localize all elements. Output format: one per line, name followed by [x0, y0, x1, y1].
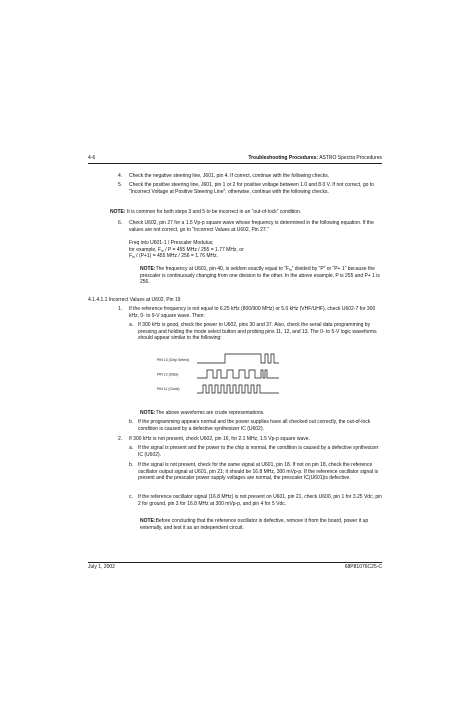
logic-waveform-diagram [155, 350, 285, 400]
item-1a-text: If 300 kHz is good, check the power to U602, pins 30 and 37. Also, check the serial data programming by pressing and holding the mode select button and probing pins 11, 12, and 13. The 0- to 5-V logic waveforms should appear similar to the following: [138, 322, 377, 342]
header-rule [88, 163, 382, 164]
note-1-label: NOTE: [110, 209, 126, 215]
chip-select-waveform [197, 354, 279, 363]
item-1a-letter: a. [129, 322, 134, 328]
footer-doc-number: 68P81076C25-C [344, 564, 382, 570]
step-4-number: 4. [118, 173, 123, 179]
section-heading: 4.1.4.1.1 Incorrect Values at U602, Pin 19 [88, 297, 181, 303]
formula-line-1: Freq into U601-1 / Prescaler Modulus; [129, 240, 214, 246]
step-6-number: 6. [118, 220, 123, 226]
pin13-label: PIN 13 (Chip Select) [157, 358, 189, 362]
header-title-bold: Troubleshooting Procedures: [248, 155, 319, 161]
page-number: 4-6 [88, 155, 96, 161]
header-title-rest: ASTRO Spectra Procedures [319, 155, 382, 161]
item-2-text: If 300 kHz is not present, check U602, pin 16, for 2.1 MHz, 1.5 Vp-p square wave. [129, 436, 310, 442]
note-1-text: It is common for both steps 3 and 5 to be incorrect in an “out-of-lock” condition. [126, 209, 302, 215]
formula-line-2: for example, $F_{in} / P = 455$ MHz / 255 = 1.77 MHz, or [129, 246, 244, 253]
step-4-text: Check the negative steering line, J601, pin 4. If correct, continue with the following checks. [129, 173, 330, 179]
item-2c-letter: c. [129, 494, 133, 500]
item-2-number: 2. [118, 436, 123, 442]
running-header [248, 155, 382, 161]
clock-waveform [197, 385, 279, 393]
note-4 [140, 518, 384, 531]
note-4-text: Before concluding that the reference oscillator is defective, remove it from the board, power it up externally, and test it as an independent circuit. [140, 518, 369, 531]
item-1-number: 1. [118, 306, 123, 312]
note-1 [110, 209, 384, 216]
note-3 [140, 410, 384, 417]
footer-rule [88, 562, 382, 563]
step-5-text: Check the positive steering line, J601, pin 1 or 2 for positive voltage between 1.0 and 8.0 V. If not correct, go to “Incorrect Voltage at Positive Steering Line”; otherwise, continue with the following checks. [129, 182, 374, 195]
item-2c-text: If the reference oscillator signal (16.8 MHz) is not present on U601, pin 21, check U600, pin 1 for 3.25 Vdc, pin 2 for ground, pin 3 for 16.8 MHz at 300 mVp-p, and pin 4 for 5 Vdc. [138, 494, 383, 507]
formula-line-3: $F_{in} / (P+1) = 455$ MHz / 256 = 1.76 MHz. [129, 253, 219, 260]
formula [129, 240, 383, 260]
data-waveform [197, 370, 279, 378]
step-6-text: Check U602, pin 27 for a 1.5 Vp-p square wave whose frequency is determined in the following equation. If the values are not correct, go to “Incorrect Values at U602, Pin 27.” [129, 220, 374, 233]
footer-date: July 1, 2002 [88, 564, 115, 570]
item-1b-letter: b. [129, 419, 134, 425]
pin11-label: PIN 11 (Clock) [157, 387, 180, 391]
note-3-text: The above waveforms are crude representations. [155, 410, 265, 416]
item-2a-letter: a. [129, 445, 134, 451]
pin12-label: PIN 12 (Data) [157, 372, 179, 377]
note-3-label: NOTE: [140, 410, 156, 416]
item-1b-text: If the programming appears normal and the power supplies have all checked out correctly, the out-of-lock condition is caused by a defective synthesizer IC (U602). [138, 419, 371, 432]
step-5-number: 5. [118, 182, 123, 188]
note-2-label: NOTE: [140, 266, 156, 272]
item-2b-letter: b. [129, 462, 134, 468]
item-2a-text: If the signal is present and the power to the chip is normal, the condition is caused by a defective synthesizer IC (U602). [138, 445, 379, 458]
note-4-label: NOTE: [140, 518, 156, 524]
note-2: NOTE:The frequency at U601, pin 40, is seldom exactly equal to “$F_{in}$” divided by “P” or “P+ 1” because the prescaler is continuously changing from one division to the other. In the above example, P is 255 and P+ 1 is 256. [140, 266, 380, 286]
item-2b-text: If the signal is not present, check for the same signal at U601, pin 18. If not on pin 18, check the reference oscillator output signal at U601, pin 21; it should be 16.8 MHz, 300 mVp-p. If the reference oscillator signal is present and the prescaler power supply voltages are normal, the prescaler IC(U601)is defective. [138, 462, 379, 482]
item-1-text: If the reference frequency is not equal to 6.25 kHz (800/900 MHz) or 5.0 kHz (VHF/UHF), check U602-7 for 300 kHz, 0- to 9-V square wave. Then: [129, 306, 376, 319]
